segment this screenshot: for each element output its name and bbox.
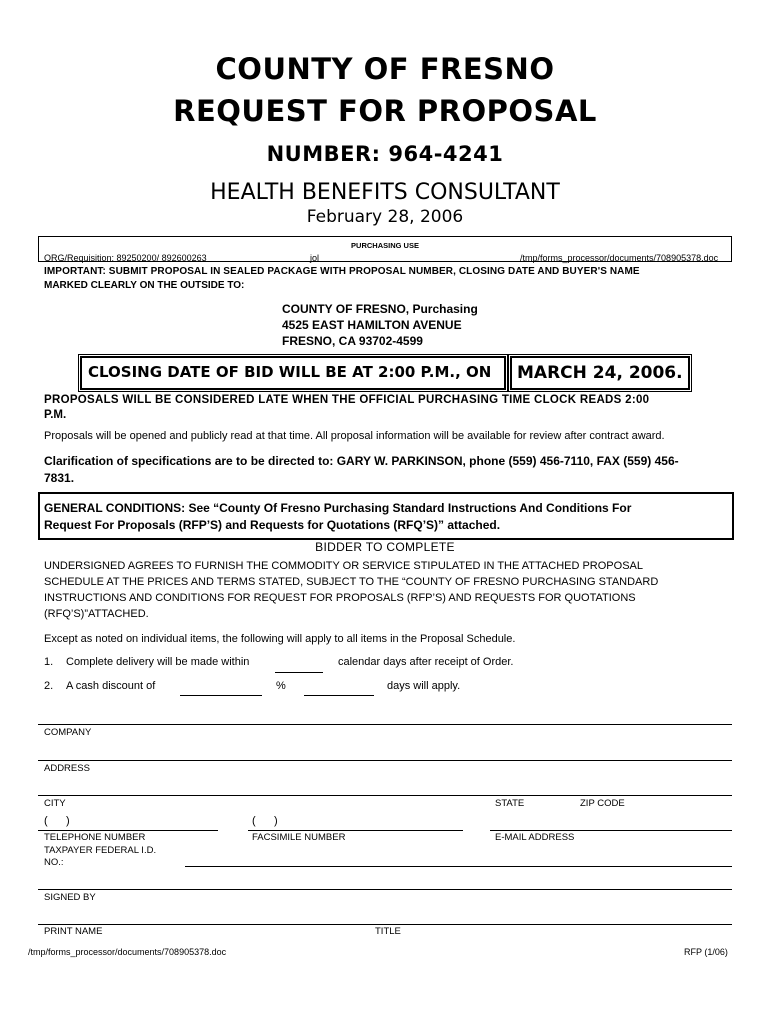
city-state-zip-field[interactable] — [38, 795, 732, 796]
bidder-agreement-line-3: INSTRUCTIONS AND CONDITIONS FOR REQUEST FOR PROPOSALS (RFP’S) AND REQUESTS FOR QUOTATIONS — [44, 592, 636, 604]
except-note: Except as noted on individual items, the following will apply to all items in the Proposal Schedule. — [44, 633, 516, 645]
footer-document-path: /tmp/forms_processor/documents/708905378.doc — [28, 947, 227, 957]
purchasing-use-label: PURCHASING USE — [351, 241, 419, 250]
opened-notice: Proposals will be opened and publicly read at that time. All proposal information will be available for review after contract award. — [44, 430, 665, 442]
clarification-line-2: 7831. — [44, 471, 75, 485]
rfp-heading: REQUEST FOR PROPOSAL — [173, 94, 597, 128]
rfp-subject: HEALTH BENEFITS CONSULTANT — [210, 180, 560, 205]
fax-area-code: ( ) — [252, 815, 278, 827]
print-name-title-field[interactable] — [38, 924, 732, 925]
org-requisition: ORG/Requisition: 89250200/ 892600263 — [44, 253, 207, 263]
rfp-number: NUMBER: 964-4241 — [266, 142, 504, 166]
item-2-suffix: days will apply. — [387, 680, 461, 692]
closing-date-box — [510, 356, 690, 390]
taxpayer-id-label-1: TAXPAYER FEDERAL I.D. — [44, 845, 157, 856]
county-heading: COUNTY OF FRESNO — [215, 52, 555, 86]
document-path: /tmp/forms_processor/documents/708905378.doc — [520, 253, 719, 263]
address-line-3: FRESNO, CA 93702-4599 — [282, 334, 423, 348]
closing-label-box — [80, 356, 506, 390]
delivery-days-field[interactable] — [275, 672, 323, 673]
important-line-1: IMPORTANT: SUBMIT PROPOSAL IN SEALED PACKAGE WITH PROPOSAL NUMBER, CLOSING DATE AND BUYER'S NAME — [44, 266, 640, 277]
taxpayer-id-field[interactable] — [185, 866, 732, 867]
email-field[interactable] — [490, 830, 732, 831]
address-line-1: COUNTY OF FRESNO, Purchasing — [282, 302, 478, 316]
item-1-suffix: calendar days after receipt of Order. — [338, 656, 514, 668]
print-name-label: PRINT NAME — [44, 926, 103, 937]
address-field[interactable] — [38, 760, 732, 761]
bidder-agreement-line-2: SCHEDULE AT THE PRICES AND TERMS STATED, SUBJECT TO THE “COUNTY OF FRESNO PURCHASING STANDARD — [44, 576, 659, 588]
telephone-label: TELEPHONE NUMBER — [44, 832, 146, 843]
footer-revision: RFP (1/06) — [684, 947, 728, 957]
general-conditions-box — [38, 492, 734, 540]
closing-label: CLOSING DATE OF BID WILL BE AT 2:00 P.M., ON — [88, 363, 492, 381]
important-line-2: MARKED CLEARLY ON THE OUTSIDE TO: — [44, 280, 245, 291]
bidder-agreement-line-4: (RFQ’S)”ATTACHED. — [44, 608, 149, 620]
title-label: TITLE — [375, 926, 401, 937]
taxpayer-id-label-2: NO.: — [44, 857, 64, 868]
clarification-line-1: Clarification of specifications are to be directed to: GARY W. PARKINSON, phone (559) 456-7110, FAX (559) 456- — [44, 454, 679, 468]
bidder-heading: BIDDER TO COMPLETE — [315, 540, 455, 554]
late-notice-line-1: PROPOSALS WILL BE CONSIDERED LATE WHEN THE OFFICIAL PURCHASING TIME CLOCK READS 2:00 — [44, 394, 650, 406]
general-conditions-line-1: GENERAL CONDITIONS: See “County Of Fresno Purchasing Standard Instructions And Conditions For — [44, 501, 632, 515]
city-label: CITY — [44, 798, 66, 809]
late-notice-line-2: P.M. — [44, 409, 67, 421]
item-2-number: 2. — [44, 680, 54, 692]
rfp-date: February 28, 2006 — [306, 207, 464, 227]
signed-by-field[interactable] — [38, 889, 732, 890]
telephone-field[interactable] — [38, 830, 218, 831]
address-label: ADDRESS — [44, 763, 90, 774]
state-label: STATE — [495, 798, 525, 809]
fax-label: FACSIMILE NUMBER — [252, 832, 346, 843]
zip-code-label: ZIP CODE — [580, 798, 625, 809]
company-field[interactable] — [38, 724, 732, 725]
buyer-initials: jol — [310, 253, 320, 263]
general-conditions-line-2: Request For Proposals (RFP’S) and Requests for Quotations (RFQ’S)” attached. — [44, 518, 501, 532]
percent-sign: % — [276, 680, 286, 692]
item-1-text: Complete delivery will be made within — [66, 656, 250, 668]
fax-field[interactable] — [248, 830, 463, 831]
signed-by-label: SIGNED BY — [44, 892, 96, 903]
item-1-number: 1. — [44, 656, 54, 668]
bidder-agreement-line-1: UNDERSIGNED AGREES TO FURNISH THE COMMODITY OR SERVICE STIPULATED IN THE ATTACHED PROPOSAL — [44, 560, 643, 572]
discount-days-field[interactable] — [304, 695, 374, 696]
item-2-text: A cash discount of — [66, 680, 156, 692]
telephone-area-code: ( ) — [44, 815, 70, 827]
closing-date: MARCH 24, 2006. — [517, 363, 683, 383]
cash-discount-field[interactable] — [180, 695, 262, 696]
address-line-2: 4525 EAST HAMILTON AVENUE — [282, 318, 462, 332]
email-label: E-MAIL ADDRESS — [495, 832, 575, 843]
company-label: COMPANY — [44, 727, 92, 738]
